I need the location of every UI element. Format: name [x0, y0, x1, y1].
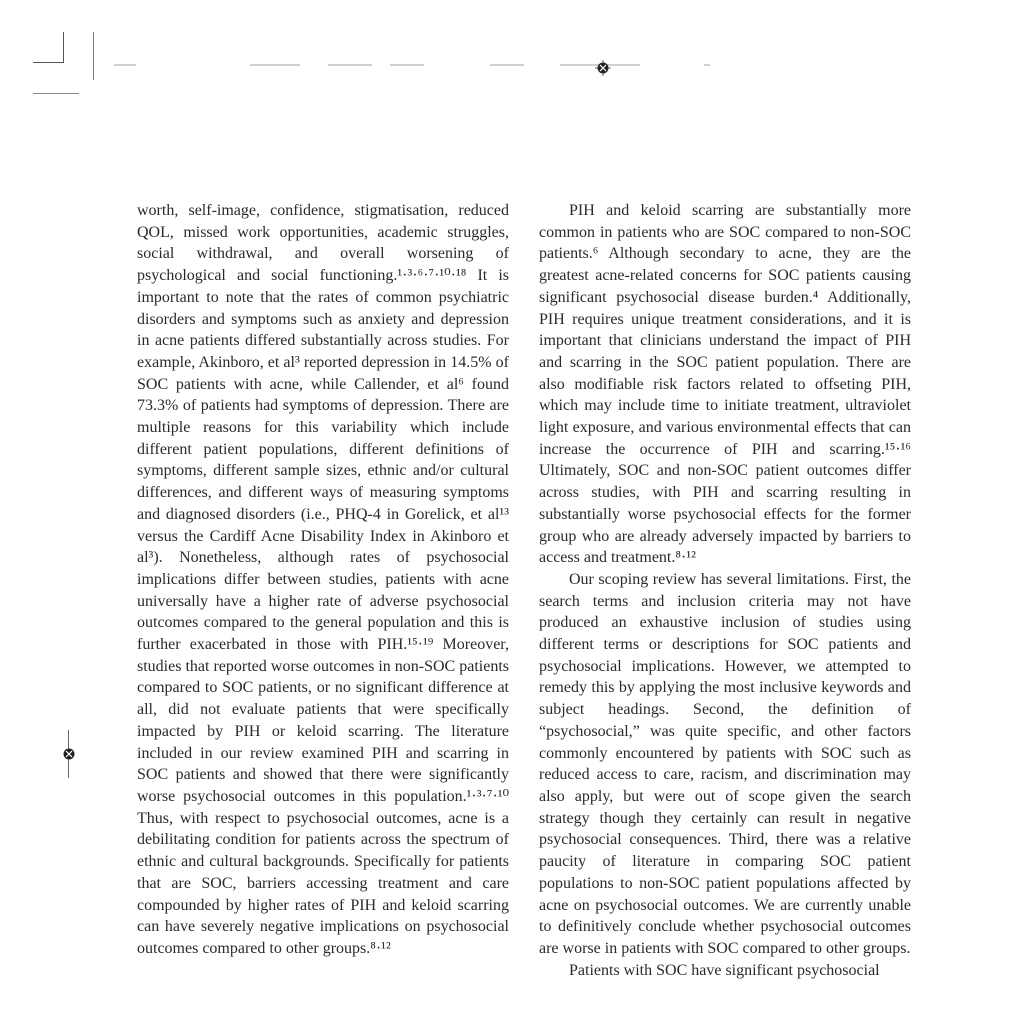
crop-mark — [63, 32, 64, 63]
body-paragraph: Patients with SOC have significant psychosocial — [569, 961, 880, 979]
crop-mark — [33, 62, 64, 63]
right-text-column — [539, 200, 911, 981]
left-text-column — [137, 200, 509, 960]
crop-mark — [93, 32, 94, 80]
body-paragraph: worth, self-image, confidence, stigmatisation, reduced QOL, missed work opportunities, academic struggles, social withdrawal, and overall worsening of psychological and social functioning.¹·³·⁶·⁷·¹⁰·¹⁸ It is important to note that the rates of common psychiatric disorders and symptoms such as anxiety and depression in acne patients differed substantially across studies. For example, Akinboro, et al³ reported depression in 14.5% of SOC patients with acne, while Callender, et al⁶ found 73.3% of patients had symptoms of depression. There are multiple reasons for this variability which include different patient populations, different definitions of symptoms, different sample sizes, ethnic and/or cultural differences, and different ways of measuring symptoms and diagnosed disorders (i.e., PHQ-4 in Gorelick, et al¹³ versus the Cardiff Acne Disability Index in Akinboro et al³). Nonetheless, although rates of psychosocial implications differ between studies, patients with acne universally have a higher rate of adverse psychosocial outcomes compared to the general population and this is further exacerbated in those with PIH.¹⁵·¹⁹ Moreover, studies that reported worse outcomes in non-SOC patients compared to SOC patients, or no significant difference at all, did not evaluate patients that were specifically impacted by PIH or keloid scarring. The literature included in our review examined PIH and scarring in SOC patients and showed that there were significantly worse psychosocial outcomes in this population.¹·³·⁷·¹⁰ Thus, with respect to psychosocial outcomes, acne is a debilitating condition for patients across the spectrum of ethnic and cultural backgrounds. Specifically for patients that are SOC, barriers accessing treatment and care compounded by higher rates of PIH and keloid scarring can have severely negative implications on psychosocial outcomes compared to other groups.⁸·¹² — [137, 202, 509, 957]
body-paragraph: PIH and keloid scarring are substantially more common in patients who are SOC compared to non-SOC patients.⁶ Although secondary to acne, they are the greatest acne-related concerns for SOC patients causing significant psychosocial disease burden.⁴ Additionally, PIH requires unique treatment considerations, and it is important that clinicians understand the impact of PIH and scarring in the SOC patient population. There are also modifiable risk factors related to offseting PIH, which may include time to initiate treatment, ultraviolet light exposure, and various environmental effects that can increase the occurrence of PIH and scarring.¹⁵·¹⁶ Ultimately, SOC and non-SOC patient outcomes differ across studies, with PIH and scarring resulting in substantially worse psychosocial effects for the former group who are already adversely impacted by barriers to access and treatment.⁸·¹² — [539, 202, 911, 567]
faded-running-header — [100, 60, 720, 70]
registration-mark-icon — [595, 60, 611, 76]
registration-mark-icon — [61, 746, 77, 762]
crop-mark — [33, 93, 79, 94]
body-paragraph: Our scoping review has several limitations. First, the search terms and inclusion criteria may not have produced an exhaustive inclusion of studies using different terms or descriptions for SOC patients and psychosocial implications. However, we attempted to remedy this by applying the most inclusive keywords and subject headings. Second, the definition of “psychosocial,” was quite specific, and other factors commonly encountered by patients with SOC such as reduced access to care, racism, and discrimination may also apply, but were out of scope given the search strategy though they certainly can result in negative psychosocial consequences. Third, there was a relative paucity of literature in comparing SOC patient populations to non-SOC patient populations affected by acne on psychosocial outcomes. We are currently unable to definitively conclude whether psychosocial outcomes are worse in patients with SOC compared to other groups. — [539, 570, 911, 957]
